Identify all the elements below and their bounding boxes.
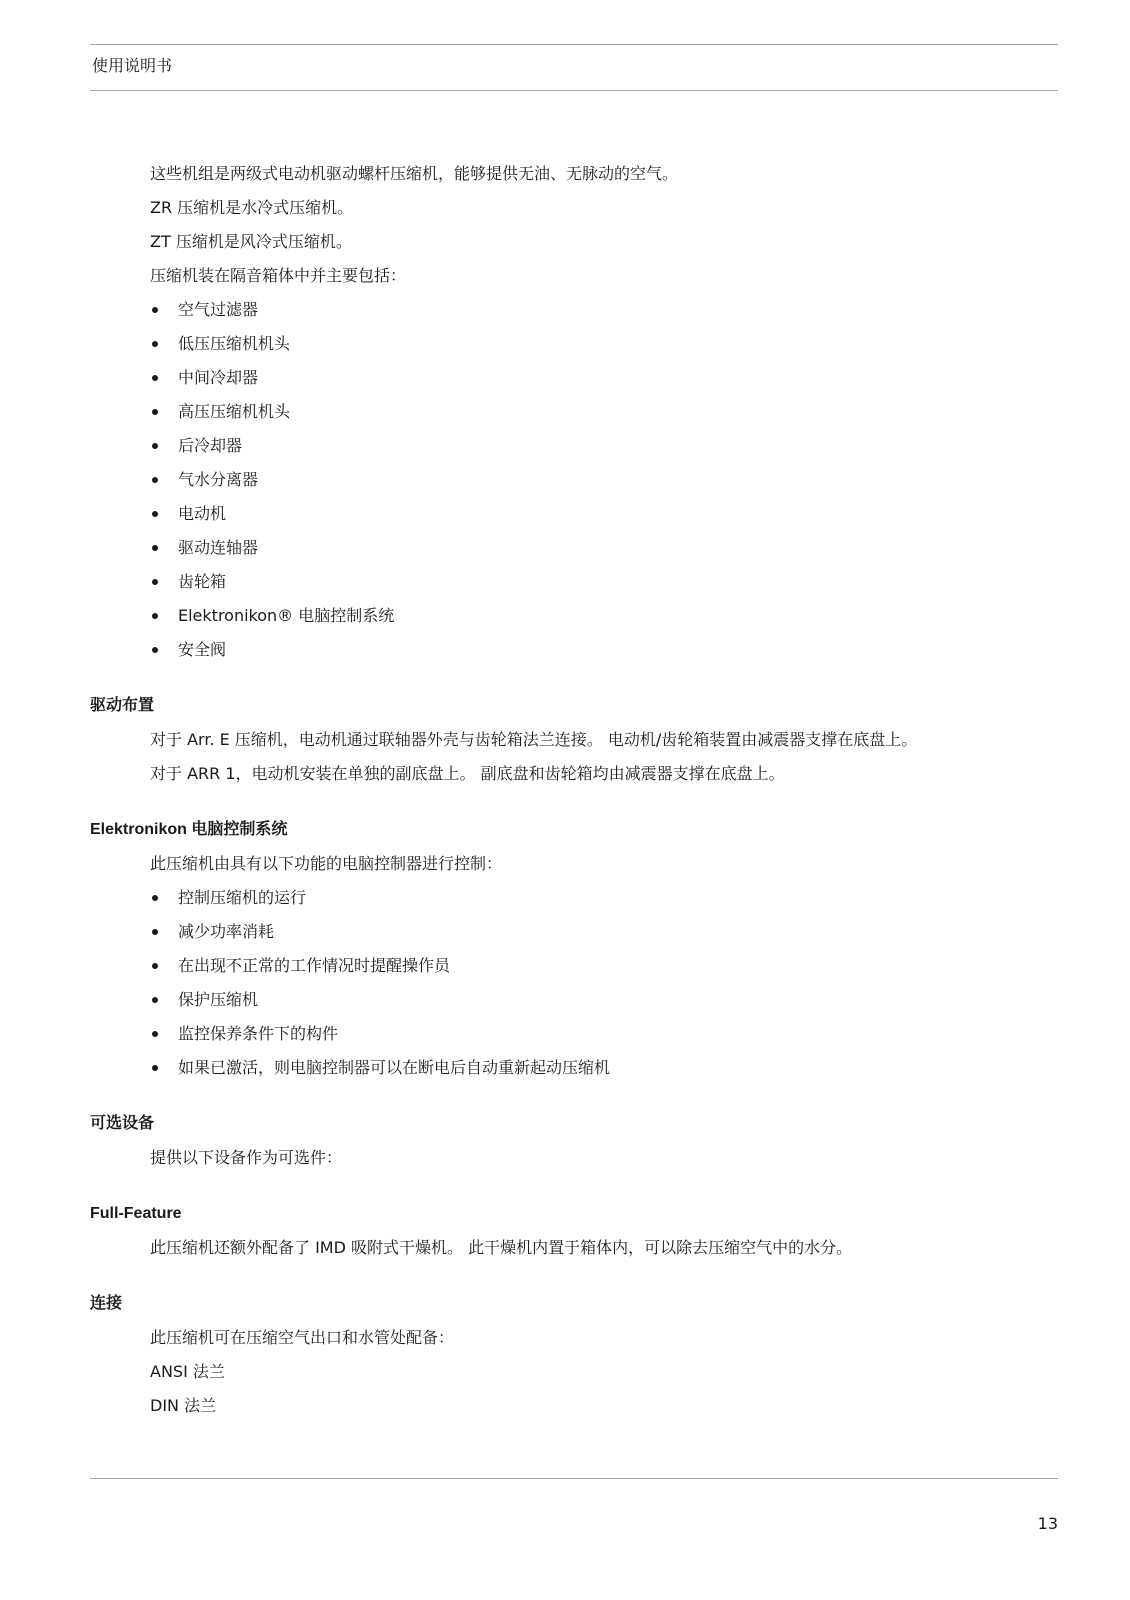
list-item-label: 后冷却器: [178, 436, 243, 455]
list-item: [150, 531, 1058, 565]
list-item: [150, 361, 1058, 395]
list-item-label: Elektronikon® 电脑控制系统: [178, 606, 395, 625]
bullet-icon: [152, 545, 158, 551]
list-item-label: 电动机: [178, 504, 227, 523]
list-item-label: 安全阀: [178, 640, 227, 659]
header-top-rule: [90, 44, 1058, 45]
function-list: [90, 881, 1058, 1085]
bullet-icon: [152, 341, 158, 347]
elektronikon-intro: 此压缩机由具有以下功能的电脑控制器进行控制：: [150, 854, 503, 873]
intro-paragraph: 这些机组是两级式电动机驱动螺杆压缩机，能够提供无油、无脉动的空气。: [150, 164, 679, 183]
list-item-label: 高压压缩机机头: [178, 402, 291, 421]
footer-rule: [90, 1478, 1058, 1479]
list-item: [150, 949, 1058, 983]
list-item: [150, 983, 1058, 1017]
bullet-icon: [152, 579, 158, 585]
full-feature-text: 此压缩机还额外配备了 IMD 吸附式干燥机。 此干燥机内置于箱体内，可以除去压缩空气中的水分。: [150, 1238, 853, 1257]
list-item-label: 驱动连轴器: [178, 538, 259, 557]
list-item-label: 低压压缩机机头: [178, 334, 291, 353]
list-item-label: 气水分离器: [178, 470, 259, 489]
list-item: [150, 429, 1058, 463]
list-item: [150, 599, 1058, 633]
intro-paragraph: ZT 压缩机是风冷式压缩机。: [150, 232, 352, 251]
list-item-label: 减少功率消耗: [178, 922, 275, 941]
list-item-label: 空气过滤器: [178, 300, 259, 319]
list-item-label: 齿轮箱: [178, 572, 227, 591]
document-header-title: 使用说明书: [92, 56, 173, 75]
list-item: [150, 327, 1058, 361]
list-item: [150, 395, 1058, 429]
list-item-label: 中间冷却器: [178, 368, 259, 387]
bullet-icon: [152, 443, 158, 449]
connection-option: ANSI 法兰: [150, 1362, 225, 1381]
section-heading-full-feature: Full-Feature: [90, 1205, 182, 1222]
bullet-icon: [152, 307, 158, 313]
bullet-icon: [152, 1031, 158, 1037]
list-item: [150, 915, 1058, 949]
list-item-label: 保护压缩机: [178, 990, 259, 1009]
section-heading-elektronikon: Elektronikon 电脑控制系统: [90, 821, 288, 838]
drive-paragraph: 对于 Arr. E 压缩机，电动机通过联轴器外壳与齿轮箱法兰连接。 电动机/齿轮箱装置由减震器支撑在底盘上。: [150, 730, 918, 749]
page-content: [90, 157, 1058, 1423]
list-item-label: 如果已激活，则电脑控制器可以在断电后自动重新起动压缩机: [178, 1058, 611, 1077]
drive-paragraph: 对于 ARR 1，电动机安装在单独的副底盘上。 副底盘和齿轮箱均由减震器支撑在底盘上。: [150, 764, 785, 783]
list-item: [150, 633, 1058, 667]
optional-intro: 提供以下设备作为可选件：: [150, 1148, 343, 1167]
header-bottom-rule: [90, 90, 1058, 91]
section-heading-optional: 可选设备: [90, 1115, 155, 1132]
list-item: [150, 1051, 1058, 1085]
intro-paragraph: 压缩机装在隔音箱体中并主要包括：: [150, 266, 407, 285]
list-item: [150, 565, 1058, 599]
list-item: [150, 463, 1058, 497]
page-number: 13: [1037, 1514, 1058, 1533]
bullet-icon: [152, 895, 158, 901]
bullet-icon: [152, 963, 158, 969]
list-item: [150, 1017, 1058, 1051]
list-item-label: 监控保养条件下的构件: [178, 1024, 339, 1043]
bullet-icon: [152, 375, 158, 381]
section-heading-connections: 连接: [90, 1295, 123, 1312]
list-item-label: 控制压缩机的运行: [178, 888, 307, 907]
connection-option: DIN 法兰: [150, 1396, 217, 1415]
component-list: [90, 293, 1058, 667]
section-heading-drive: 驱动布置: [90, 697, 155, 714]
list-item-label: 在出现不正常的工作情况时提醒操作员: [178, 956, 451, 975]
bullet-icon: [152, 929, 158, 935]
list-item: [150, 497, 1058, 531]
bullet-icon: [152, 647, 158, 653]
bullet-icon: [152, 511, 158, 517]
bullet-icon: [152, 997, 158, 1003]
intro-paragraph: ZR 压缩机是水冷式压缩机。: [150, 198, 354, 217]
bullet-icon: [152, 613, 158, 619]
bullet-icon: [152, 409, 158, 415]
list-item: [150, 881, 1058, 915]
bullet-icon: [152, 1065, 158, 1071]
connections-intro: 此压缩机可在压缩空气出口和水管处配备：: [150, 1328, 455, 1347]
list-item: [150, 293, 1058, 327]
bullet-icon: [152, 477, 158, 483]
